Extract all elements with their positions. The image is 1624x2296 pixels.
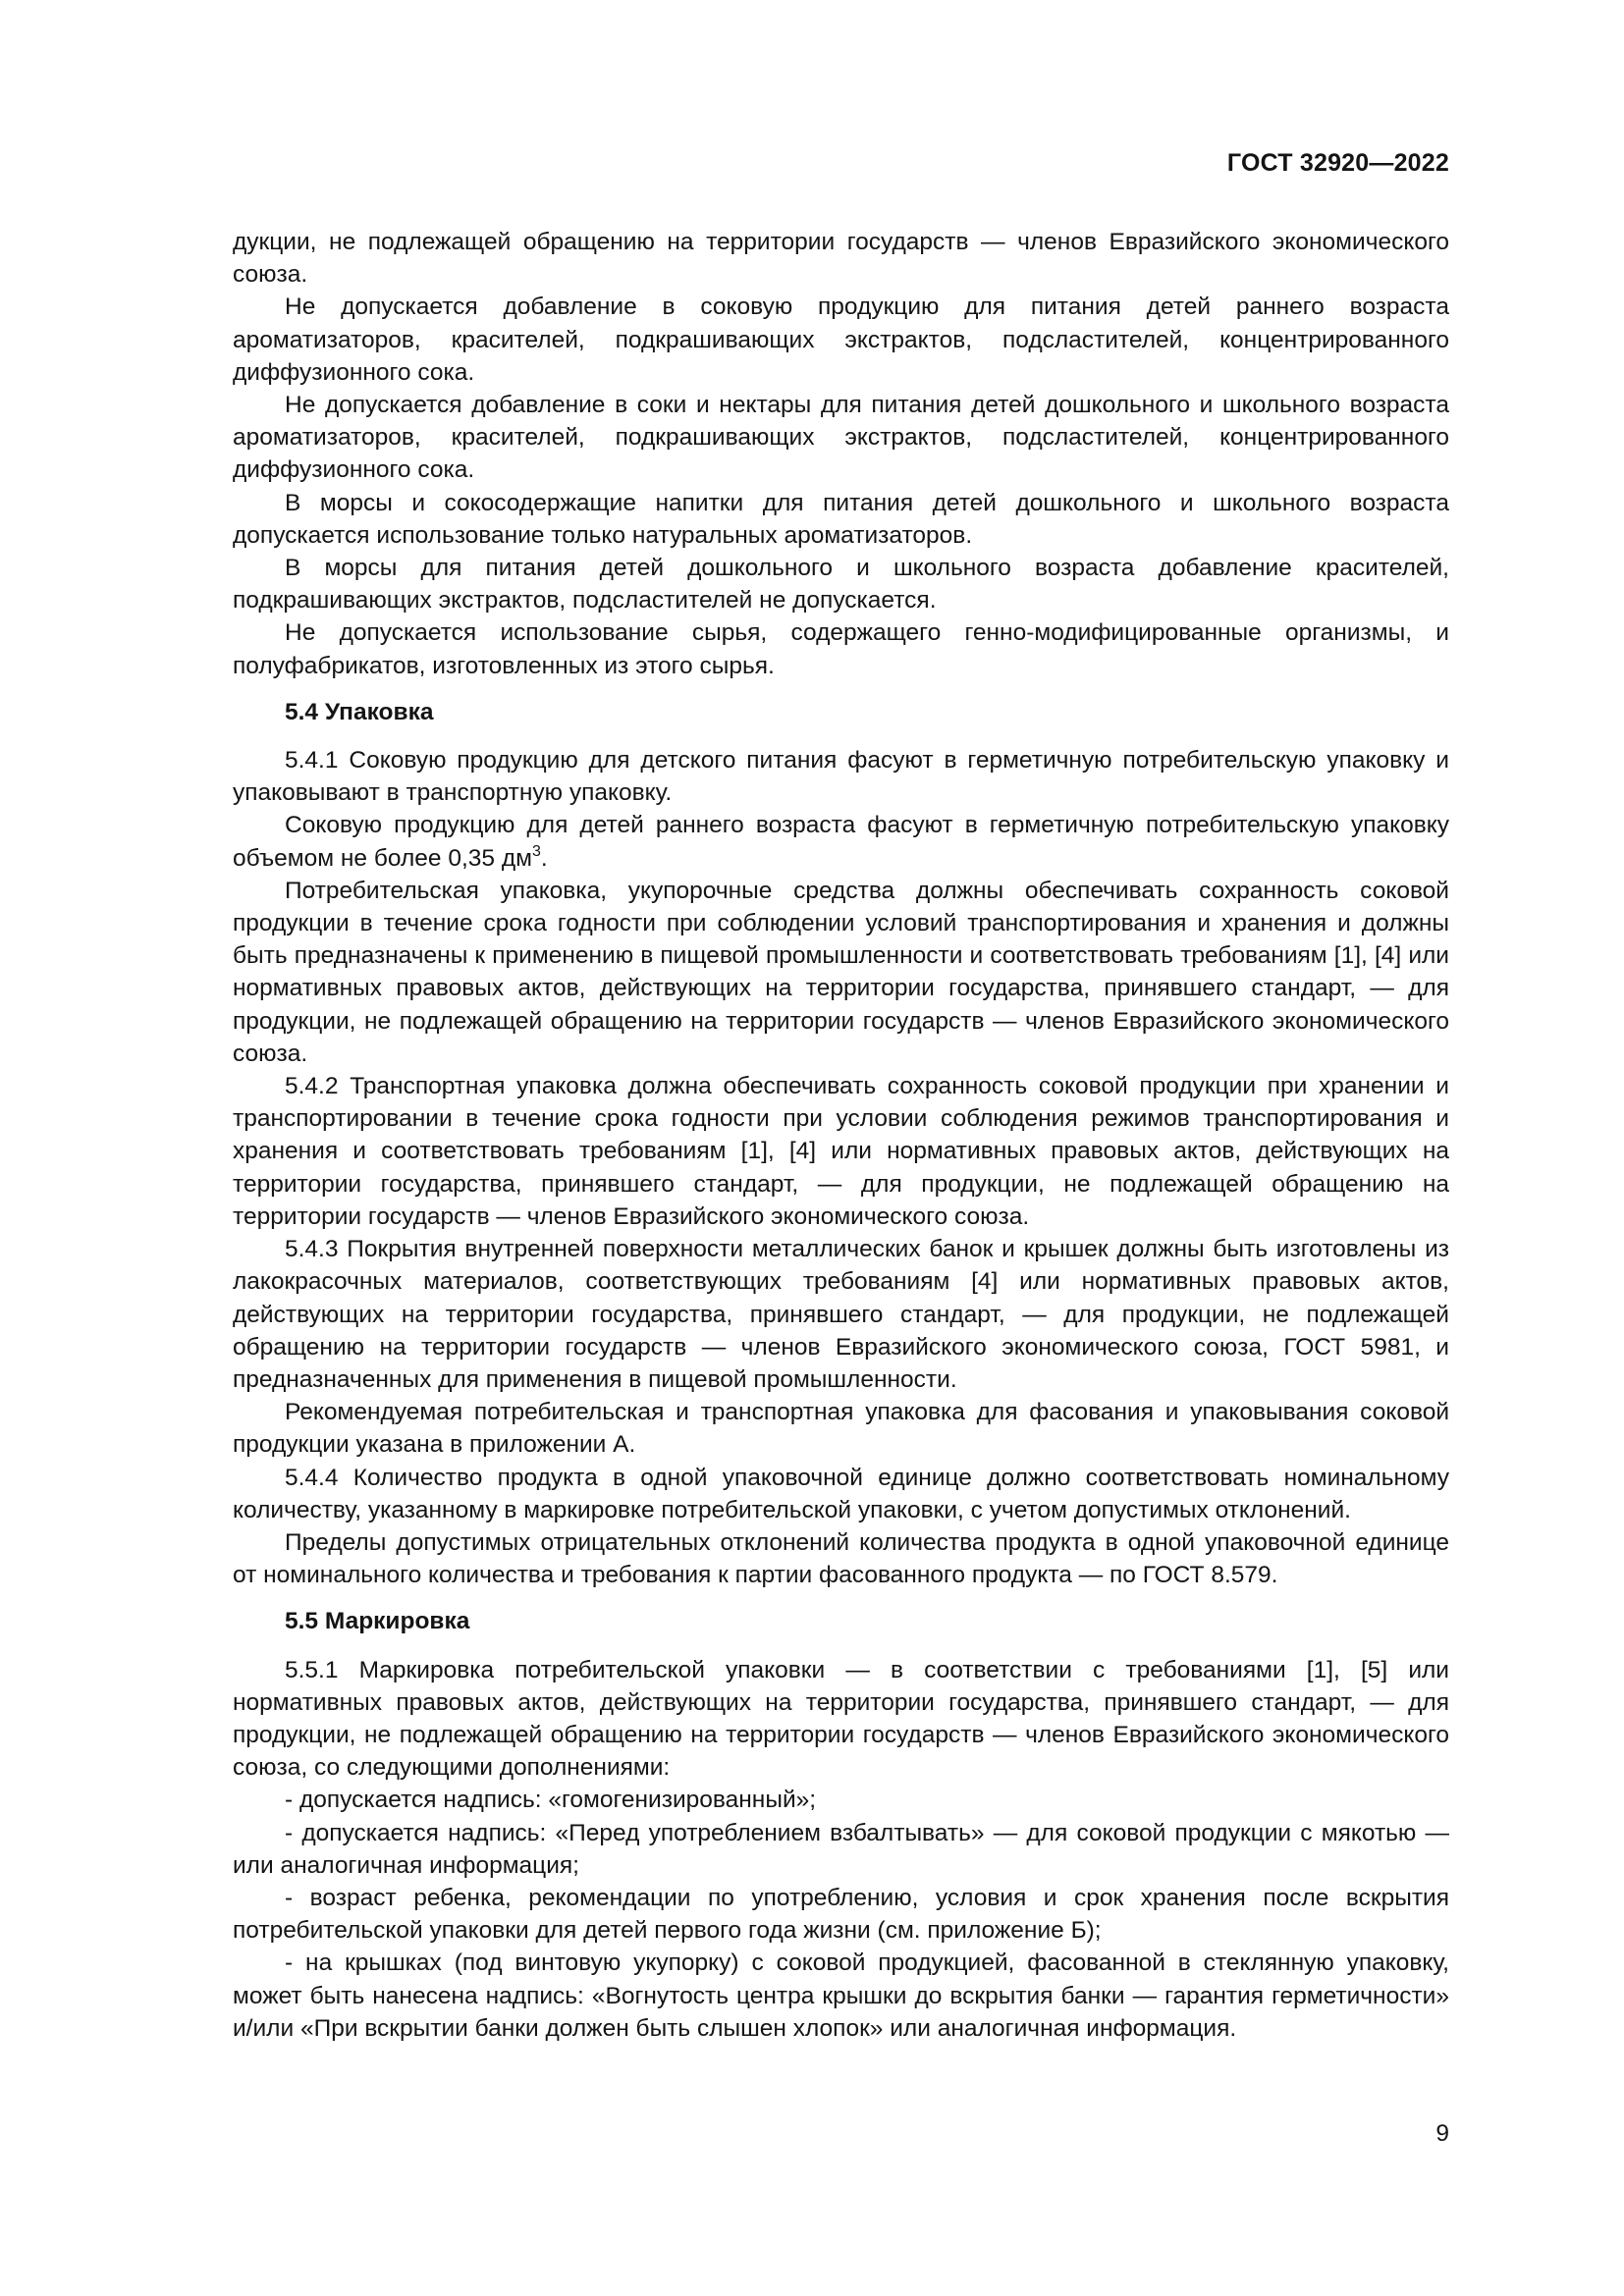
paragraph-end: .: [540, 844, 548, 872]
paragraph-continuation: дукции, не подлежащей обращению на территории государств — членов Евразийского экономического союза.: [233, 229, 1449, 289]
paragraph: 5.4.4 Количество продукта в одной упаковочной единице должно соответствовать номинальному количеству, указанному в маркировке потребительской упаковки, с учетом допустимых отклонений.: [233, 1464, 1449, 1523]
section-heading-packaging: 5.4 Упаковка: [285, 698, 434, 725]
list-item: - возраст ребенка, рекомендации по употреблению, условия и срок хранения после вскрытия потребительской упаковки для детей первого года жизни (см. приложение Б);: [233, 1884, 1449, 1945]
paragraph: 5.4.3 Покрытия внутренней поверхности металлических банок и крышек должны быть изготовлены из лакокрасочных материалов, соответствующих требованиям [4] или нормативных правовых актов, действующих на территории государства, принявшего стандарт, — для продукции, не подлежащей обращению на территории государств — членов Евразийского экономического союза, ГОСТ 5981, и предназначенных для применения в пищевой промышленности.: [233, 1236, 1449, 1393]
superscript-exponent: 3: [531, 842, 541, 860]
list-item: - допускается надпись: «гомогенизированный»;: [285, 1787, 817, 1814]
section-heading-labeling: 5.5 Маркировка: [285, 1608, 470, 1635]
paragraph: Потребительская упаковка, укупорочные средства должны обеспечивать сохранность соковой продукции в течение срока годности при соблюдении условий транспортирования и хранения и должны быть предназначены к применению в пищевой промышленности и соответствовать требованиям [1], [4] или нормативных правовых актов, действующих на территории государства, принявшего стандарт, — для продукции, не подлежащей обращению на территории государств — членов Евразийского экономического союза.: [233, 877, 1449, 1067]
paragraph: В морсы для питания детей дошкольного и школьного возраста добавление красителей, подкрашивающих экстрактов, подсластителей не допускается.: [233, 555, 1449, 614]
list-item: - допускается надпись: «Перед употреблением взбалтывать» — для соковой продукции с мякотью — или аналогичная информация;: [233, 1819, 1449, 1879]
document-body: [233, 226, 1449, 2045]
paragraph: 5.5.1 Маркировка потребительской упаковки — в соответствии с требованиями [1], [5] или нормативных правовых актов, действующих на территории государства, принявшего стандарт, — для продукции, не подлежащей обращению на территории государств — членов Евразийского экономического союза, со следующими дополнениями:: [233, 1656, 1449, 1782]
paragraph: 5.4.2 Транспортная упаковка должна обеспечивать сохранность соковой продукции при хранении и транспортировании в течение срока годности при условии соблюдения режимов транспортирования и хранения и соответствовать требованиям [1], [4] или нормативных правовых актов, действующих на территории государства, принявшего стандарт, — для продукции, не подлежащей обращению на территории государств — членов Евразийского экономического союза.: [233, 1073, 1449, 1230]
paragraph-text: Соковую продукцию для детей раннего возраста фасуют в герметичную потребительскую упаковку объемом не более 0,35 дм: [233, 812, 1449, 872]
paragraph-volume-limit: [233, 809, 1449, 874]
paragraph: Рекомендуемая потребительская и транспортная упаковка для фасования и упаковывания соковой продукции указана в приложении А.: [233, 1399, 1449, 1459]
paragraph: В морсы и сокосодержащие напитки для питания детей дошкольного и школьного возраста допускается использование только натуральных ароматизаторов.: [233, 489, 1449, 549]
paragraph: Пределы допустимых отрицательных отклонений количества продукта в одной упаковочной единице от номинального количества и требования к партии фасованного продукта — по ГОСТ 8.579.: [233, 1528, 1449, 1589]
paragraph: Не допускается добавление в соковую продукцию для питания детей раннего возраста ароматизаторов, красителей, подкрашивающих экстрактов, подсластителей, концентрированного диффузионного сока.: [233, 294, 1449, 386]
paragraph: Не допускается использование сырья, содержащего генно-модифицированные организмы, и полуфабрикатов, изготовленных из этого сырья.: [233, 619, 1449, 679]
page-number: 9: [1435, 2120, 1449, 2147]
list-item: - на крышках (под винтовую укупорку) с соковой продукцией, фасованной в стеклянную упаковку, может быть нанесена надпись: «Вогнутость центра крышки до вскрытия банки — гарантия герметичности» и/или «При вскрытии банки должен быть слышен хлопок» или аналогичная информация.: [233, 1949, 1449, 2042]
paragraph: Не допускается добавление в соки и нектары для питания детей дошкольного и школьного возраста ароматизаторов, красителей, подкрашивающих экстрактов, подсластителей, концентрированного диффузионного сока.: [233, 392, 1449, 484]
document-id-header: ГОСТ 32920—2022: [1226, 149, 1449, 177]
paragraph: 5.4.1 Соковую продукцию для детского питания фасуют в герметичную потребительскую упаковку и упаковывают в транспортную упаковку.: [233, 747, 1449, 807]
